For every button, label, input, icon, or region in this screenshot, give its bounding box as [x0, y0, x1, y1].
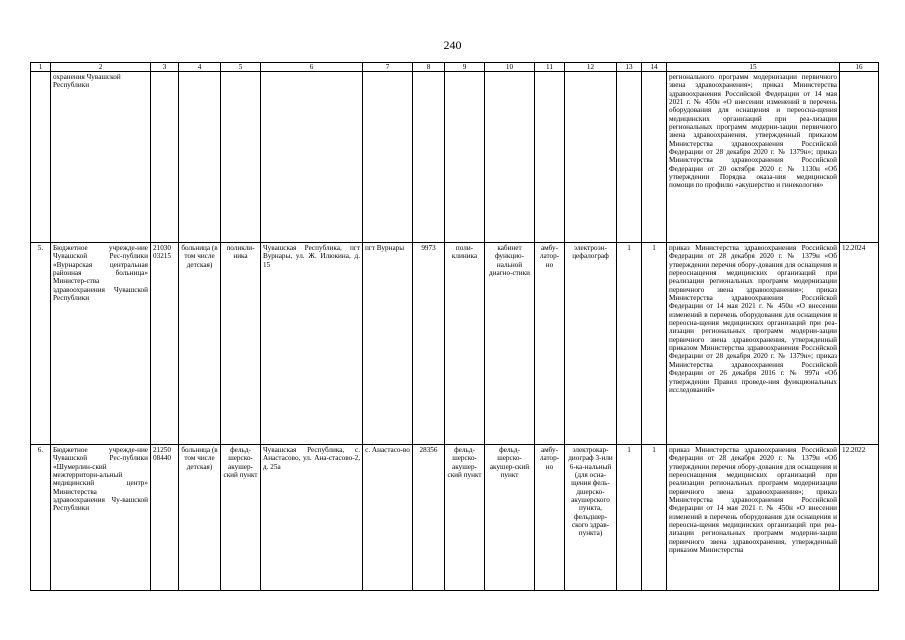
column-number: 4 — [179, 63, 221, 72]
cell-organization: Бюджетное учрежде-ние Чувашской Рес-публики «Шумерлин-ский межтерритори-альный медицинский центр» Министерства здравоохранения Чу-вашской Республики — [51, 445, 151, 591]
cell-quantity-planned — [642, 72, 667, 243]
cell-address — [261, 72, 363, 243]
cell-index — [31, 72, 51, 243]
column-number: 15 — [667, 63, 840, 72]
cell-organization: Бюджетное учрежде-ние Чувашской Рес-публики «Вурнарская центральная районная больница» Министер-ства здравоохранения Чувашской Республики — [51, 243, 151, 445]
cell-date: 12.2022 — [840, 445, 879, 591]
cell-code: 21030 03215 — [151, 243, 179, 445]
cell-quantity: 1 — [617, 445, 642, 591]
column-number: 1 — [31, 63, 51, 72]
cell-equipment: электроэн-цефалограф — [565, 243, 617, 445]
column-number: 3 — [151, 63, 179, 72]
column-number: 2 — [51, 63, 151, 72]
cell-care-form: амбу-латор-но — [535, 445, 565, 591]
column-number: 10 — [485, 63, 535, 72]
cell-date: 12.2024 — [840, 243, 879, 445]
cell-quantity-planned: 1 — [642, 243, 667, 445]
cell-department: фельд-шерско-акушер-ский пункт — [485, 445, 535, 591]
column-number: 14 — [642, 63, 667, 72]
cell-equipment: электрокар-диограф 3-или 6-ка-нальный (для осна-щения фель-дшерско-акушерского пункта, фельдшер-ского здрав-пункта) — [565, 445, 617, 591]
cell-index: 6. — [31, 445, 51, 591]
cell-department — [485, 72, 535, 243]
cell-care-form: амбу-латор-но — [535, 243, 565, 445]
cell-population: 9973 — [413, 243, 445, 445]
column-number: 8 — [413, 63, 445, 72]
cell-code: 21250 08440 — [151, 445, 179, 591]
registry-table — [30, 62, 879, 591]
cell-unit-type — [221, 72, 261, 243]
column-number: 12 — [565, 63, 617, 72]
cell-subdivision: фельд-шерско-акушер-ский пункт — [445, 445, 485, 591]
column-number: 5 — [221, 63, 261, 72]
cell-date — [840, 72, 879, 243]
cell-population — [413, 72, 445, 243]
cell-unit-type: фельд-шерско-акушер-ский пункт — [221, 445, 261, 591]
cell-org-type: больница (в том числе детская) — [179, 445, 221, 591]
table-row — [31, 445, 879, 591]
column-number: 7 — [363, 63, 413, 72]
cell-organization: охранения Чувашской Республики — [51, 72, 151, 243]
cell-quantity-planned: 1 — [642, 445, 667, 591]
column-number: 16 — [840, 63, 879, 72]
cell-address: Чувашская Республика, пгт Вурнары, ул. Ж. Илюкина, д. 15 — [261, 243, 363, 445]
cell-address: Чувашская Республика, с. Анастасово, ул. Ана-стасово-2, д. 25а — [261, 445, 363, 591]
cell-quantity — [617, 72, 642, 243]
page-number: 240 — [443, 38, 462, 52]
cell-org-type — [179, 72, 221, 243]
table-row — [31, 243, 879, 445]
cell-legal-basis: приказ Министерства здравоохранения Российской Федерации от 28 декабря 2020 г. № 1379н «Об утверждении перечня обору-дования для оснащения и переоснащения медицинских организаций при реализации региональных программ модернизации первичного звена здравоохранения»; приказ Министерства здравоохранения Российской Федерации от 14 мая 2021 г. № 450н «О внесении изменений в перечень оборудования для оснащения и переосна-щения медицинских организаций при реа-лизации региональных программ модерни-зации первичного звена здравоохранения, утвержденный приказом Министерства здравоохранения Российской Федерации от 28 декабря 2020 г. № 1379н»; приказ Министерства здравоохранения Российской Федерации от 26 декабря 2016 г. № 997н «Об утверждении Правил проведе-ния функциональных исследований» — [667, 243, 840, 445]
column-numbers-row — [31, 63, 879, 72]
cell-code — [151, 72, 179, 243]
cell-care-form — [535, 72, 565, 243]
cell-org-type: больница (в том числе детская) — [179, 243, 221, 445]
cell-settlement: пгт Вурнары — [363, 243, 413, 445]
table-row — [31, 72, 879, 243]
column-number: 13 — [617, 63, 642, 72]
cell-quantity: 1 — [617, 243, 642, 445]
column-number: 11 — [535, 63, 565, 72]
cell-settlement — [363, 72, 413, 243]
column-number: 6 — [261, 63, 363, 72]
cell-legal-basis: регионального программ модернизации первичного звена здравоохранения»; приказ Министерства здравоохранения Российской Федерации от 14 мая 2021 г. № 450н «О внесении изменений в перечень оборудования для оснащения и переосна-щения медицинских организаций при реа-лизации региональных программ модерни-зации первичного звена здравоохранения, утвержденный приказом Министерства здравоохранения Российской Федерации от 28 декабря 2020 г. № 1379н»; приказ Министерства здравоохранения Российской Федерации от 20 октября 2020 г. № 1130н «Об утверждении Порядка оказа-ния медицинской помощи по профилю «акушерство и гинекология» — [667, 72, 840, 243]
cell-legal-basis: приказ Министерства здравоохранения Российской Федерации от 28 декабря 2020 г. № 1379н «Об утверждении перечня обору-дования для оснащения и переоснащения медицинских организаций при реализации региональных программ модернизации первичного звена здравоохранения»; приказ Министерства здравоохранения Российской Федерации от 14 мая 2021 г. № 450н «О внесении изменений в перечень оборудования для оснащения и переосна-щения медицинских организаций при реа-лизации региональных программ модерни-зации первичного звена здравоохранения, утвержденный приказом Министерства — [667, 445, 840, 591]
cell-index: 5. — [31, 243, 51, 445]
cell-settlement: с. Анастасо-во — [363, 445, 413, 591]
cell-department: кабинет функцио-нальной диагно-стики — [485, 243, 535, 445]
cell-subdivision: поли-клиника — [445, 243, 485, 445]
cell-population: 28356 — [413, 445, 445, 591]
cell-unit-type: поликли-ника — [221, 243, 261, 445]
cell-subdivision — [445, 72, 485, 243]
column-number: 9 — [445, 63, 485, 72]
cell-equipment — [565, 72, 617, 243]
